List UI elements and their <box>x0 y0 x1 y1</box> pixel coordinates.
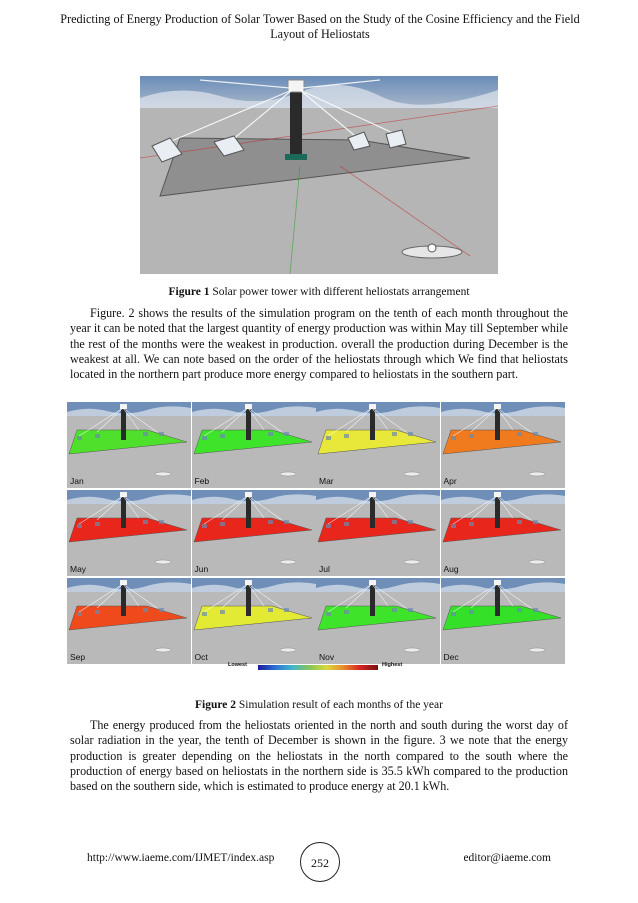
panel-oct <box>192 578 316 664</box>
panel-mar <box>316 402 440 488</box>
panel-month-label: Aug <box>443 564 459 574</box>
color-legend <box>228 662 428 674</box>
footer-url-link[interactable]: http://www.iaeme.com/IJMET/index.asp <box>87 852 275 864</box>
paragraph-2-text: The energy produced from the heliostats oriented in the north and south during the worst day of solar radiation in the year, the tenth of December is shown in the figure. 3 we note that the energy production is greater depending on the heliostats in the north compared to the south where the production of energy based on heliostats in the northern side is 35.5 kWh compared to the production based on the southern side, which is estimated to produce energy at 20.1 kWh. <box>70 718 568 794</box>
figure-1-caption <box>0 286 638 298</box>
panel-jun <box>192 490 316 576</box>
figure-2-label: Figure 2 <box>195 699 237 711</box>
panel-month-label: Nov <box>319 652 335 662</box>
panel-feb <box>192 402 316 488</box>
panel-jul <box>316 490 440 576</box>
figure-2-caption <box>0 699 638 711</box>
panel-month-label: Oct <box>194 652 208 662</box>
panel-month-label: Apr <box>443 476 457 486</box>
legend-gradient-bar <box>258 665 378 670</box>
figure-1-caption-text: Solar power tower with different heliostats arrangement <box>212 286 470 298</box>
panel-may <box>67 490 191 576</box>
panel-month-label: Jan <box>70 476 84 486</box>
panel-apr <box>441 402 565 488</box>
footer-email-link[interactable]: editor@iaeme.com <box>463 852 551 864</box>
panel-dec <box>441 578 565 664</box>
legend-high-label: Highest <box>382 662 403 668</box>
running-header: Predicting of Energy Production of Solar Tower Based on the Study of the Cosine Efficiency and the Field Layout of Heliostats <box>60 12 580 41</box>
panel-jan <box>67 402 191 488</box>
legend-low-label: Lowest <box>228 662 247 668</box>
paragraph-1 <box>70 306 568 382</box>
figure-1-label: Figure 1 <box>168 286 210 298</box>
panel-month-label: Jun <box>194 564 209 574</box>
paragraph-2 <box>70 718 568 794</box>
page-footer <box>0 842 638 876</box>
panel-sep <box>67 578 191 664</box>
panel-month-label: Mar <box>319 476 334 486</box>
panel-nov <box>316 578 440 664</box>
panel-month-label: Dec <box>443 652 459 662</box>
panel-month-label: Sep <box>70 652 86 662</box>
paragraph-1-text: Figure. 2 shows the results of the simulation program on the tenth of each month throughout the year it can be noted that the largest quantity of energy production was within May till September while the rest of the months were the weakest in production. overall the production during December is the weakest at all. We can note based on the order of the heliostats through which We find that heliostats located in the northern part produce more energy compared to heliostats in the southern part. <box>70 306 568 382</box>
panel-aug <box>441 490 565 576</box>
panel-month-label: Feb <box>194 476 210 486</box>
figure-2-caption-text: Simulation result of each months of the year <box>238 699 443 711</box>
page-number: 252 <box>300 842 340 882</box>
figure-1-image <box>140 76 498 274</box>
panel-month-label: Jul <box>319 564 330 574</box>
panel-month-label: May <box>70 564 87 574</box>
